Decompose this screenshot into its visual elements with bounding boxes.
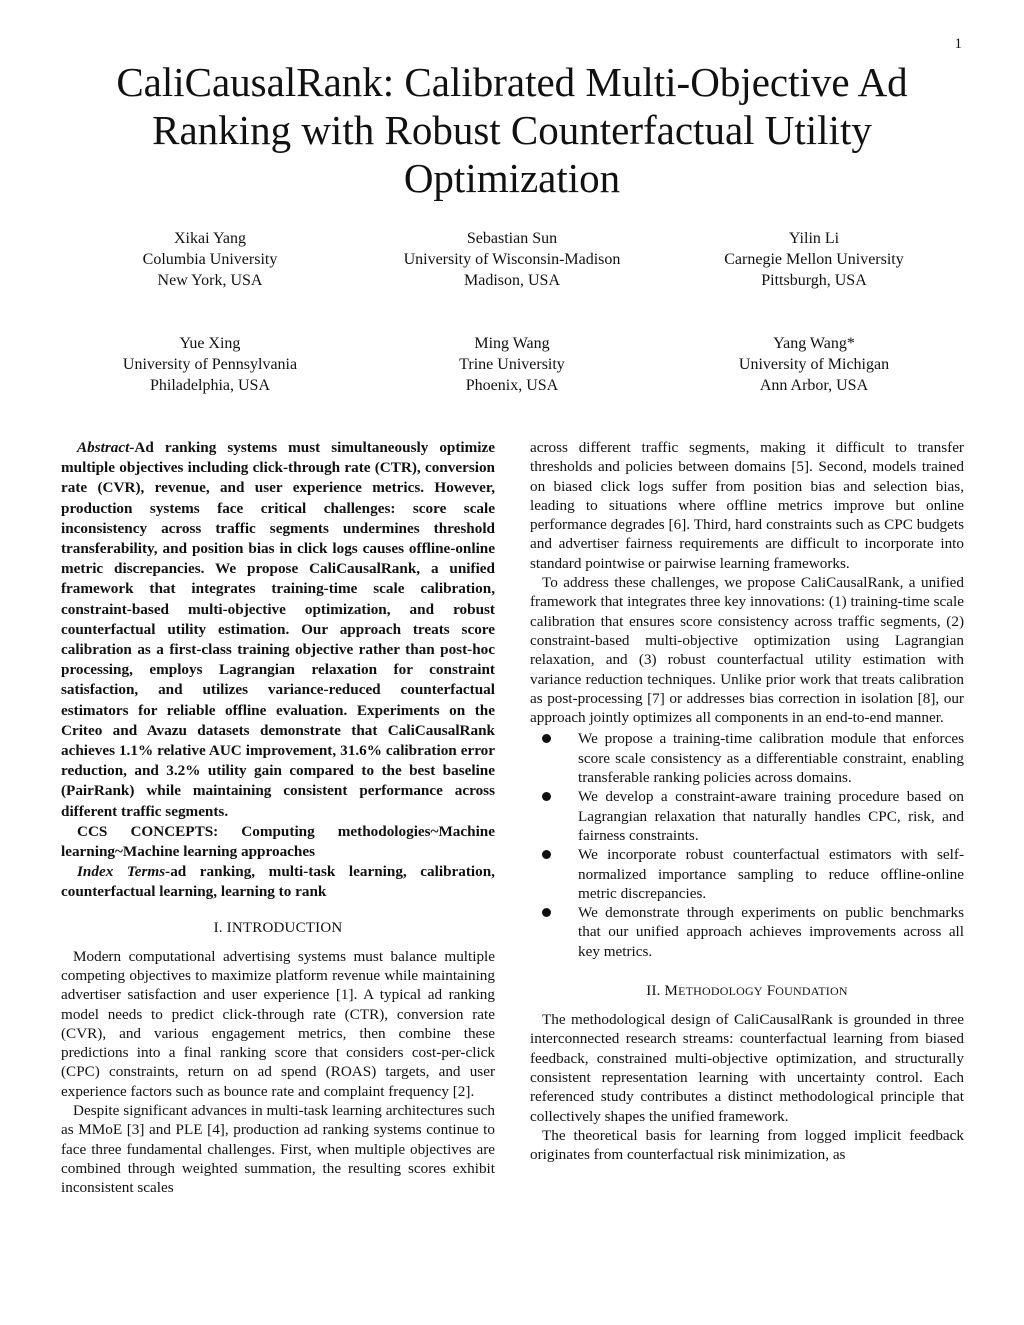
ccs-concepts: CCS CONCEPTS: Computing methodologies~Machine learning~Machine learning approaches — [61, 822, 495, 861]
intro-paragraph-2: Despite significant advances in multi-task learning architectures such as MMoE [3] and PLE [4], production ad ranking systems continue to face three fundamental challenges. First, when multiple objectives are combined through weighted summation, the resulting scores exhibit inconsistent scales — [61, 1102, 495, 1197]
author-affiliation: Carnegie Mellon University — [724, 251, 904, 268]
paper-title: CaliCausalRank: Calibrated Multi-Objective Ad Ranking with Robust Counterfactual Utility Optimization — [116, 59, 908, 201]
abstract-text: Ad ranking systems must simultaneously optimize multiple objectives including click-through rate (CTR), conversion rate (CVR), revenue, and user experience metrics. However, production systems face critical challenges: score scale inconsistency across traffic segments undermines threshold transferability, and position bias in click logs causes offline-online metric discrepancies. We propose CaliCausalRank, a unified framework that integrates training-time scale calibration, constraint-based multi-objective optimization, and robust counterfactual utility estimation. Our approach treats score calibration as a first-class training objective rather than post-hoc processing, employs Lagrangian relaxation for constraint satisfaction, and utilizes variance-reduced counterfactual estimators for reliable offline evaluation. Experiments on the Criteo and Avazu datasets demonstrate that CaliCausalRank achieves 1.1% relative AUC improvement, 31.6% calibration error reduction, and 3.2% utility gain compared to the best baseline (PairRank) while maintaining consistent performance across different traffic segments. — [61, 439, 495, 820]
author-affiliation: Trine University — [459, 356, 565, 373]
index-terms-label: Index Terms- — [77, 863, 171, 881]
author-name: Yilin Li — [788, 230, 840, 247]
intro-proposal-paragraph: To address these challenges, we propose CaliCausalRank, a unified framework that integrates three key innovations: (1) training-time scale calibration that ensures score consistency across traffic segments, (2) constraint-based multi-objective optimization using Lagrangian relaxation, and (3) robust counterfactual utility estimation with variance reduction techniques. Unlike prior work that treats calibration as post-processing [7] or addresses bias correction in isolation [8], our approach jointly optimizes all components in an end-to-end manner. — [530, 574, 964, 727]
author-location: Philadelphia, USA — [150, 377, 270, 394]
author-affiliation: University of Michigan — [738, 356, 890, 373]
list-item-text: We demonstrate through experiments on public benchmarks that our unified approach achieves improvements across all key metrics. — [578, 904, 964, 960]
section-heading-methodology — [530, 983, 964, 1000]
author-row-2 — [60, 333, 964, 396]
method-paragraph-1: The methodological design of CaliCausalRank is grounded in three interconnected research streams: counterfactual learning from biased feedback, constrained multi-objective optimization, and structurally consistent representation learning with uncertainty control. Each referenced study contributes a distinct methodological principle that collectively shapes the unified framework. — [530, 1011, 964, 1125]
heading-part: F — [766, 983, 776, 1000]
author-card — [664, 228, 964, 291]
author-location: New York, USA — [157, 272, 263, 289]
author-affiliation: Columbia University — [142, 251, 278, 268]
author-card — [60, 333, 360, 396]
page-number: 1 — [954, 36, 962, 52]
author-location: Madison, USA — [463, 272, 560, 289]
author-row-1 — [60, 228, 964, 291]
author-location: Pittsburgh, USA — [761, 272, 867, 289]
author-name: Xikai Yang — [173, 230, 246, 247]
author-card — [664, 333, 964, 396]
list-item — [530, 903, 964, 961]
author-name: Ming Wang — [474, 335, 550, 352]
abstract — [61, 438, 495, 822]
intro-continued-paragraph: across different traffic segments, making it difficult to transfer thresholds and policies between domains [5]. Second, models trained on biased click logs suffer from position bias and selection bias, leading to situations where offline metrics improve but online performance degrades [6]. Third, hard constraints such as CPC budgets and advertiser fairness requirements are difficult to incorporate into standard pointwise or pairwise learning frameworks. — [530, 439, 964, 572]
author-affiliation: University of Wisconsin-Madison — [403, 251, 621, 268]
author-card — [362, 228, 662, 291]
left-column — [61, 438, 495, 1198]
author-affiliation: University of Pennsylvania — [122, 356, 298, 373]
contribution-list — [530, 729, 964, 961]
bullet-icon — [542, 792, 551, 801]
list-item — [530, 729, 964, 787]
author-location: Phoenix, USA — [465, 377, 559, 394]
author-location: Ann Arbor, USA — [759, 377, 869, 394]
method-paragraph-2: The theoretical basis for learning from logged implicit feedback originates from counterfactual risk minimization, as — [530, 1126, 964, 1164]
author-card — [60, 228, 360, 291]
heading-part: OUNDATION — [775, 984, 848, 999]
list-item-text: We develop a constraint-aware training procedure based on Lagrangian relaxation that naturally handles CPC, risk, and fairness constraints. — [578, 788, 964, 844]
heading-part: II. M — [646, 983, 679, 1000]
author-block — [60, 228, 964, 438]
section-heading-introduction: I. INTRODUCTION — [213, 919, 343, 936]
list-item-text: We incorporate robust counterfactual estimators with self-normalized importance sampling to reduce offline-online metric discrepancies. — [578, 846, 964, 902]
list-item — [530, 845, 964, 903]
author-name: Yue Xing — [179, 335, 241, 352]
list-item-text: We propose a training-time calibration module that enforces score scale consistency as a differentiable constraint, enabling transferable ranking policies across domains. — [578, 730, 964, 787]
author-card — [362, 333, 662, 396]
intro-paragraph-1: Modern computational advertising systems must balance multiple competing objectives to maximize platform revenue while maintaining advertiser satisfaction and user experience [1]. A typical ad ranking model needs to predict click-through rate (CTR), conversion rate (CVR), and various engagement metrics, then combine these predictions into a final ranking score that considers cost-per-click (CPC) constraints, return on ad spend (ROAS) targets, and user experience factors such as bounce rate and complaint frequency [2]. — [61, 947, 495, 1100]
bullet-icon — [542, 908, 551, 917]
bullet-icon — [542, 850, 551, 859]
index-terms — [61, 862, 495, 902]
index-terms-text: ad ranking, multi-task learning, calibration, counterfactual learning, learning to rank — [61, 863, 495, 901]
abstract-label: Abstract- — [77, 439, 135, 456]
bullet-icon — [542, 734, 551, 743]
author-name: Sebastian Sun — [466, 230, 558, 247]
author-name: Yang Wang* — [773, 335, 855, 352]
list-item — [530, 787, 964, 845]
right-column — [530, 438, 964, 1164]
heading-part: ETHODOLOGY — [678, 984, 763, 999]
